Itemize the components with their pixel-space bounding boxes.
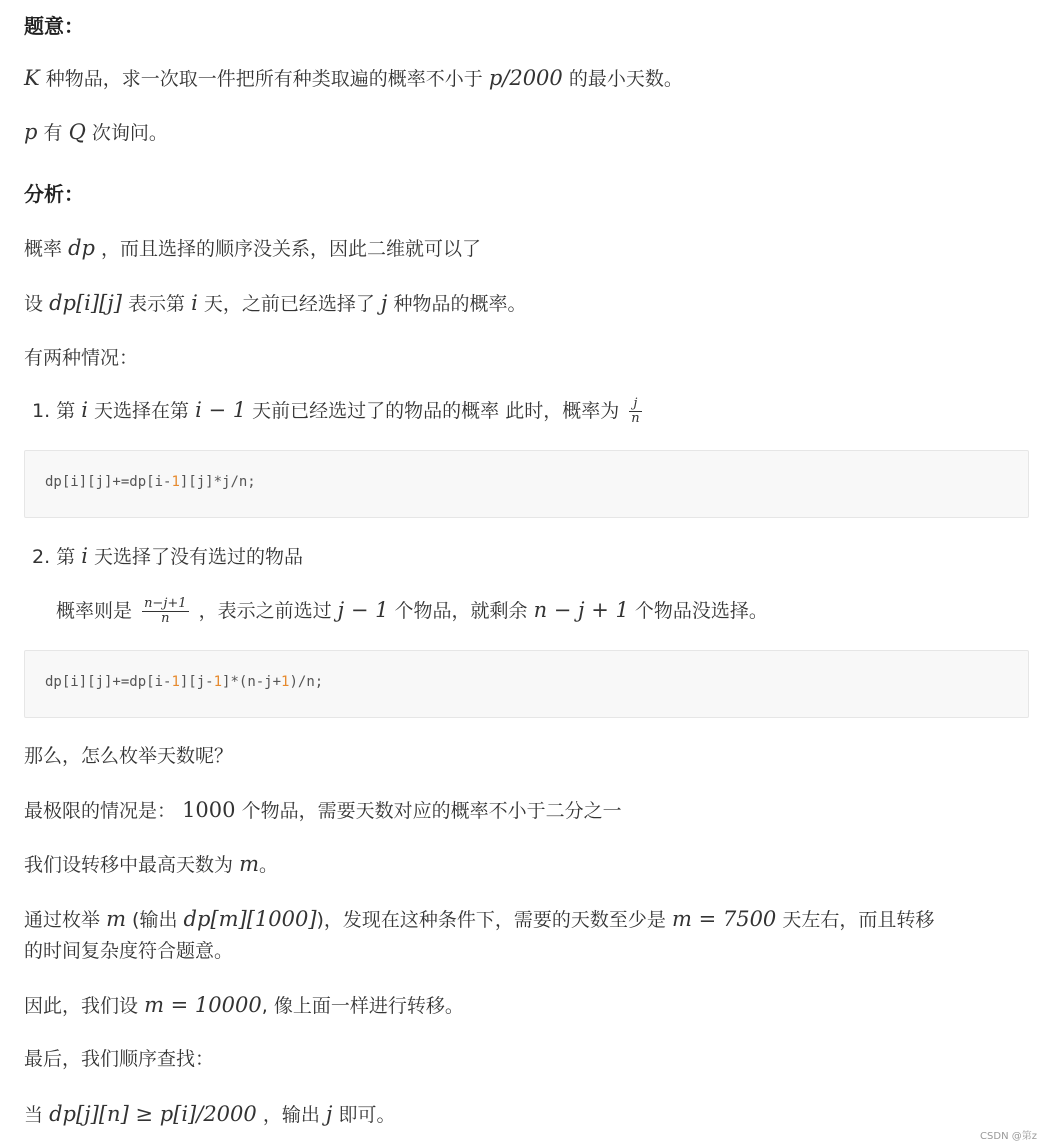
fraction [142, 597, 188, 626]
text: 当 [24, 1104, 44, 1126]
text: 的最小天数。 [568, 68, 683, 90]
code-block-1 [24, 450, 1029, 518]
text: 个物品没选择。 [634, 600, 768, 622]
math-j: j [325, 1102, 333, 1126]
math-m: m [106, 907, 126, 931]
code-text: )/n; [289, 674, 324, 690]
text: 通过枚举 [24, 909, 101, 931]
code-text: ]*(n-j+ [222, 674, 282, 690]
math-number: 1000 [182, 798, 236, 822]
text: 天选择了没有选过的物品 [94, 546, 304, 568]
math-expr: i − 1 [195, 398, 247, 422]
math-expr: dp[i][j] [49, 291, 122, 315]
code-text: dp[i][j]+=dp[i- [45, 674, 172, 690]
heading-meaning: 题意： [24, 14, 84, 38]
math-dp: dp [68, 236, 95, 260]
fraction [629, 397, 641, 426]
text: 个物品，就剩余 [394, 600, 528, 622]
text: 最极限的情况是： [24, 800, 177, 822]
code-number: 1 [171, 674, 180, 690]
text: 第 [56, 546, 76, 568]
math-p: p [24, 120, 38, 144]
text: 概率 [24, 238, 63, 260]
analysis-line-6 [24, 850, 278, 879]
analysis-line-1 [24, 234, 481, 263]
fraction-numerator: n−j+1 [144, 596, 187, 611]
math-expr: dp[m][1000] [183, 907, 317, 931]
text: ，而且选择的顺序没关系，因此二维就可以了 [101, 238, 482, 260]
analysis-line-5 [24, 796, 622, 825]
text: ，表示之前选过 [198, 600, 332, 622]
list-number: 1. [32, 400, 51, 422]
text: )，发现在这种条件下，需要的天数至少是 [316, 909, 666, 931]
math-k: K [24, 66, 40, 90]
text: 天选择在第 [94, 400, 190, 422]
text: 。 [258, 854, 278, 876]
text: 表示第 [128, 293, 186, 315]
math-expr: p/2000 [488, 66, 563, 90]
math-q: Q [68, 120, 86, 144]
code-text: ][j]*j/n; [179, 474, 256, 490]
analysis-line-4: 那么，怎么枚举天数呢？ [24, 745, 234, 767]
analysis-line-9: 最后，我们顺序查找： [24, 1048, 215, 1070]
list-number: 2. [32, 546, 51, 568]
math-expr: j − 1 [337, 598, 389, 622]
analysis-line-3: 有两种情况： [24, 347, 139, 369]
text: 种物品，求一次取一件把所有种类取遍的概率不小于 [45, 68, 483, 90]
meaning-line-1 [24, 64, 683, 93]
math-i: i [81, 544, 88, 568]
text: 天左右，而且转移 [782, 909, 935, 931]
text: 种物品的概率。 [393, 293, 527, 315]
text: (输出 [132, 909, 178, 931]
text: 天，之前已经选择了 [203, 293, 375, 315]
analysis-line-7-cont: 的时间复杂度符合题意。 [24, 940, 234, 962]
math-expr: dp[j][n] ≥ p[i]/2000 [49, 1102, 257, 1126]
text: 我们设转移中最高天数为 [24, 854, 234, 876]
text: 天前已经选过了的物品的概率 此时，概率为 [252, 400, 620, 422]
code-text: ][j- [179, 674, 214, 690]
text: 设 [24, 293, 44, 315]
math-expr: n − j + 1 [533, 598, 629, 622]
text: , 像上面一样进行转移。 [261, 995, 464, 1017]
text: 因此，我们设 [24, 995, 139, 1017]
math-expr: m = 10000 [144, 993, 262, 1017]
text: 即可。 [338, 1104, 396, 1126]
fraction-denominator: n [631, 411, 640, 426]
text: 第 [56, 400, 76, 422]
code-number: 1 [281, 674, 290, 690]
text: 个物品，需要天数对应的概率不小于二分之一 [241, 800, 622, 822]
code-text: dp[i][j]+=dp[i- [45, 474, 172, 490]
fraction-numerator: j [629, 397, 641, 412]
math-expr: m = 7500 [671, 907, 777, 931]
heading-analysis: 分析： [24, 182, 84, 206]
text: ，输出 [262, 1104, 320, 1126]
code-number: 1 [213, 674, 223, 690]
analysis-line-7 [24, 905, 934, 934]
math-i: i [191, 291, 198, 315]
fraction-denominator: n [161, 611, 170, 626]
meaning-line-2 [24, 118, 168, 147]
watermark: CSDN @第z [980, 1131, 1037, 1142]
text: 有 [43, 122, 63, 144]
analysis-line-8 [24, 991, 464, 1020]
case-2 [32, 542, 303, 571]
code-block-2 [24, 650, 1029, 718]
code-number: 1 [171, 474, 180, 490]
case-2-detail [56, 596, 768, 626]
text: 概率则是 [56, 600, 133, 622]
math-m: m [239, 852, 259, 876]
analysis-line-2 [24, 289, 526, 318]
math-j: j [380, 291, 388, 315]
text: 次询问。 [91, 122, 168, 144]
math-i: i [81, 398, 88, 422]
case-1 [32, 396, 646, 426]
analysis-line-10 [24, 1100, 395, 1129]
